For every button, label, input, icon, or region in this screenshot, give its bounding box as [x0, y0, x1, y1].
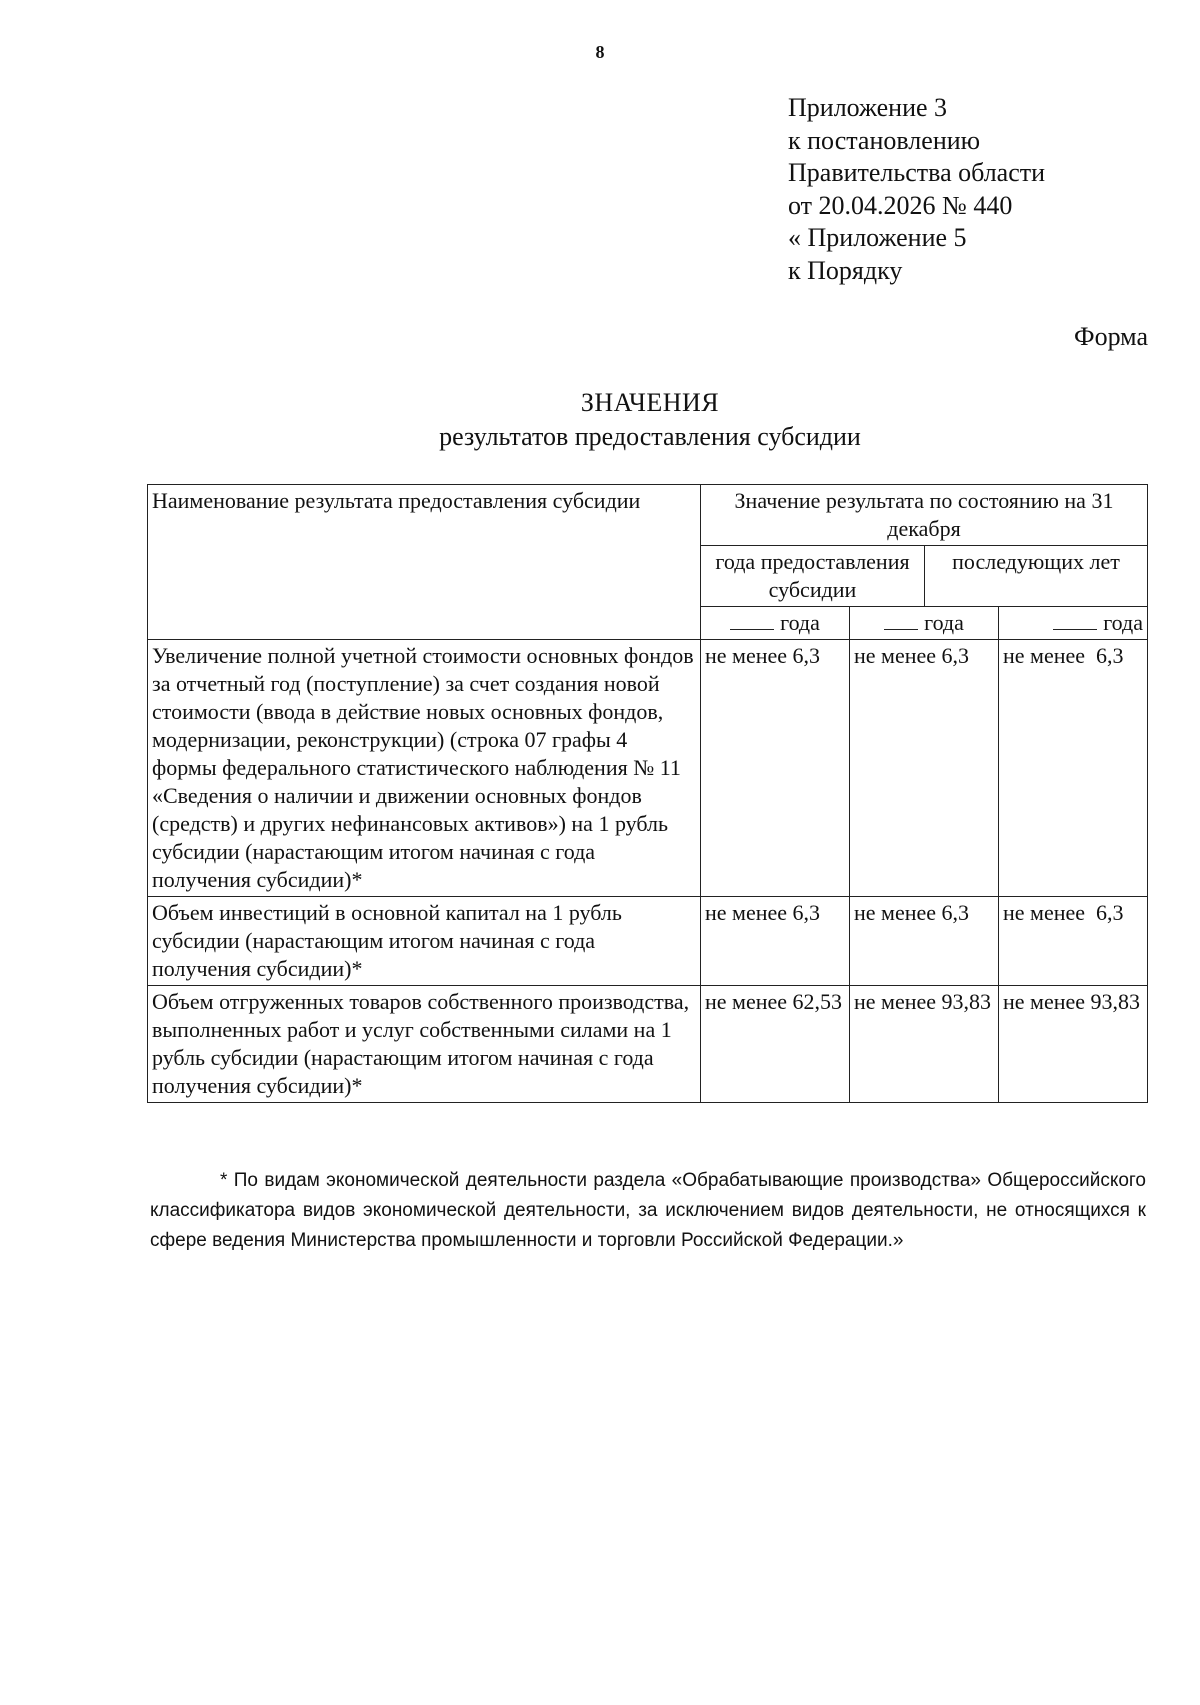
footnote: [150, 1166, 1146, 1256]
header-name-cell: Наименование результата предоставления субсидии: [148, 485, 701, 640]
value-cell: не менее 6,3: [999, 897, 1148, 986]
title-line-2: результатов предоставления субсидии: [439, 422, 861, 451]
table-row: [148, 986, 1148, 1103]
table-row: [148, 640, 1148, 897]
appendix-line: « Приложение 5: [788, 223, 967, 252]
blank-line: [1053, 611, 1097, 630]
page-number: 8: [595, 42, 605, 62]
value-cell: не менее 93,83: [850, 986, 999, 1103]
year-cell: [850, 607, 999, 640]
table-row: [148, 897, 1148, 986]
appendix-line: Приложение 3: [788, 93, 948, 122]
value-cell: не менее 62,53: [701, 986, 850, 1103]
header-value-cell: Значение результата по состоянию на 31 декабря: [701, 485, 1148, 546]
value-cell: не менее 6,3: [701, 897, 850, 986]
header-following-years-cell: последующих лет: [925, 546, 1148, 607]
result-name-cell: Объем инвестиций в основной капитал на 1 рубль субсидии (нарастающим итогом начиная с года получения субсидии)*: [148, 897, 701, 986]
document-title: [0, 386, 1200, 454]
value-cell: не менее 6,3: [701, 640, 850, 897]
year-cell: [701, 607, 850, 640]
value-cell: не менее 6,3: [850, 640, 999, 897]
appendix-line: к постановлению: [788, 125, 981, 155]
appendix-block: [788, 92, 1045, 287]
header-grant-year-cell: года предоставления субсидии: [701, 546, 925, 607]
year-label: года: [1103, 610, 1143, 635]
appendix-line: Правительства области: [788, 158, 1046, 187]
value-cell: не менее 6,3: [850, 897, 999, 986]
blank-line: [730, 611, 774, 630]
blank-line: [884, 611, 918, 630]
appendix-line: от 20.04.2026 № 440: [788, 190, 1013, 220]
form-label: Форма: [1074, 322, 1148, 351]
table-header-row: [148, 485, 1148, 546]
title-line-1: ЗНАЧЕНИЯ: [580, 388, 720, 417]
results-table: [147, 484, 1148, 1103]
year-cell: [999, 607, 1148, 640]
value-cell: не менее 93,83: [999, 986, 1148, 1103]
value-cell: не менее 6,3: [999, 640, 1148, 897]
footnote-text: * По видам экономической деятельности раздела «Обрабатывающие производства» Общероссийского классификатора видов экономической деятельности, за исключением видов деятельности, не относящихся к сфере ведения Министерства промышленности и торговли Российской Федерации.»: [150, 1170, 1146, 1251]
result-name-cell: Объем отгруженных товаров собственного производства, выполненных работ и услуг собственными силами на 1 рубль субсидии (нарастающим итогом начиная с года получения субсидии)*: [148, 986, 701, 1103]
result-name-cell: Увеличение полной учетной стоимости основных фондов за отчетный год (поступление) за счет создания новой стоимости (ввода в действие новых основных фондов, модернизации, реконструкции) (строка 07 графы 4 формы федерального статистического наблюдения № 11 «Сведения о наличии и движении основных фондов (средств) и других нефинансовых активов») на 1 рубль субсидии (нарастающим итогом начиная с года получения субсидии)*: [148, 640, 701, 897]
year-label: года: [780, 610, 820, 635]
appendix-line: к Порядку: [788, 255, 903, 285]
year-label: года: [924, 610, 964, 635]
